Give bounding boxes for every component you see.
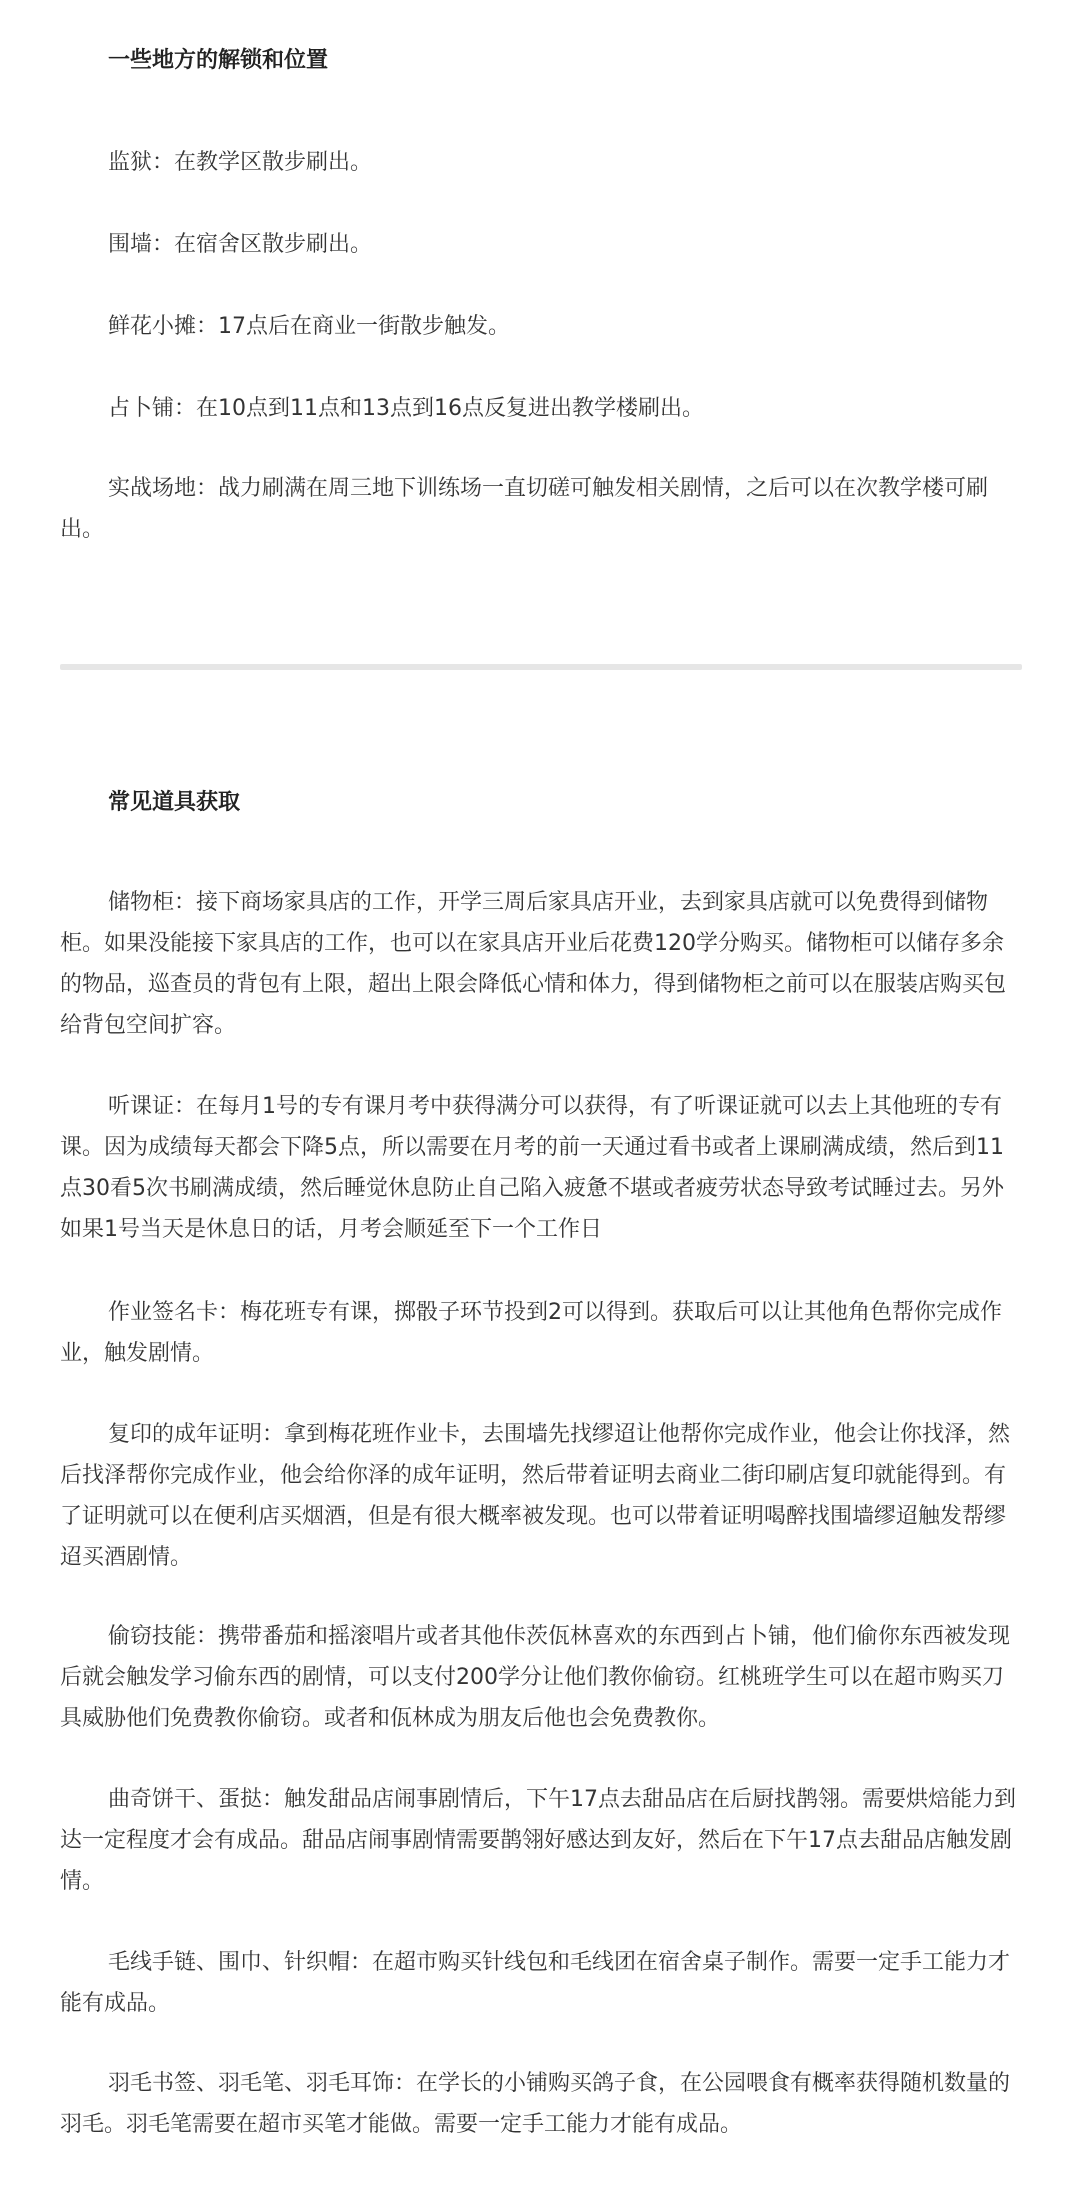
paragraph-text: 听课证：在每月1号的专有课月考中获得满分可以获得，有了听课证就可以去上其他班的专有课。因为成绩每天都会下降5点，所以需要在月考的前一天通过看书或者上课刷满成绩，然后到11点30看5次书刷满成绩，然后睡觉休息防止自己陷入疲惫不堪或者疲劳状态导致考试睡过去。另外如果1号当天是休息日的话，月考会顺延至下一个工作日 [60,1094,1004,1242]
paragraph-text: 羽毛书签、羽毛笔、羽毛耳饰：在学长的小铺购买鸽子食，在公园喂食有概率获得随机数量的羽毛。羽毛笔需要在超市买笔才能做。需要一定手工能力才能有成品。 [60,2071,1011,2137]
paragraph-stealing-skill [60,1616,1022,1739]
paragraph-text: 占卜铺：在10点到11点和13点到16点反复进出教学楼刷出。 [108,396,704,421]
paragraph-wall [60,224,1022,265]
paragraph-cookies-tarts [60,1779,1022,1902]
paragraph-text: 毛线手链、围巾、针织帽：在超市购买针线包和毛线团在宿舍桌子制作。需要一定手工能力才能有成品。 [60,1950,1011,2016]
paragraph-storage-locker [60,882,1022,1046]
paragraph-prison [60,142,1022,183]
paragraph-text: 复印的成年证明：拿到梅花班作业卡，去围墙先找缪迢让他帮你完成作业，他会让你找泽，然后找泽帮你完成作业，他会给你泽的成年证明，然后带着证明去商业二街印刷店复印就能得到。有了证明就可以在便利店买烟酒，但是有很大概率被发现。也可以带着证明喝醉找围墙缪迢触发帮缪迢买酒剧情。 [60,1422,1011,1570]
paragraph-text: 围墙：在宿舍区散步刷出。 [108,232,373,257]
paragraph-text: 实战场地：战力刷满在周三地下训练场一直切磋可触发相关剧情，之后可以在次教学楼可刷出。 [60,476,989,542]
paragraph-text: 曲奇饼干、蛋挞：触发甜品店闹事剧情后，下午17点去甜品店在后厨找鹊翎。需要烘焙能力到达一定程度才会有成品。甜品店闹事剧情需要鹊翎好感达到友好，然后在下午17点去甜品店触发剧情。 [60,1787,1016,1894]
paragraph-text: 监狱：在教学区散步刷出。 [108,150,373,175]
section-heading-unlock-locations: 一些地方的解锁和位置 [108,48,329,73]
paragraph-text: 储物柜：接下商场家具店的工作，开学三周后家具店开业，去到家具店就可以免费得到储物柜。如果没能接下家具店的工作，也可以在家具店开业后花费120学分购买。储物柜可以储存多余的物品，巡查员的背包有上限，超出上限会降低心情和体力，得到储物柜之前可以在服装店购买包给背包空间扩容。 [60,890,1007,1038]
paragraph-knitted-items [60,1942,1022,2024]
common-items-section [60,786,1022,819]
unlock-locations-section [60,44,1022,77]
paragraph-adult-certificate [60,1414,1022,1578]
paragraph-flower-stall [60,306,1022,347]
paragraph-text: 作业签名卡：梅花班专有课，掷骰子环节投到2可以得到。获取后可以让其他角色帮你完成作业，触发剧情。 [60,1300,1003,1366]
paragraph-audit-pass [60,1086,1022,1250]
paragraph-text: 偷窃技能：携带番茄和摇滚唱片或者其他佧茨佤林喜欢的东西到占卜铺，他们偷你东西被发现后就会触发学习偷东西的剧情，可以支付200学分让他们教你偷窃。红桃班学生可以在超市购买刀具威胁他们免费教你偷窃。或者和佤林成为朋友后他也会免费教你。 [60,1624,1011,1731]
paragraph-feather-items [60,2063,1022,2145]
paragraph-combat-field [60,468,1022,550]
section-heading-common-items: 常见道具获取 [108,790,241,815]
paragraph-homework-card [60,1292,1022,1374]
paragraph-text: 鲜花小摊：17点后在商业一街散步触发。 [108,314,510,339]
section-divider [60,664,1022,670]
paragraph-fortune-shop [60,388,1022,429]
